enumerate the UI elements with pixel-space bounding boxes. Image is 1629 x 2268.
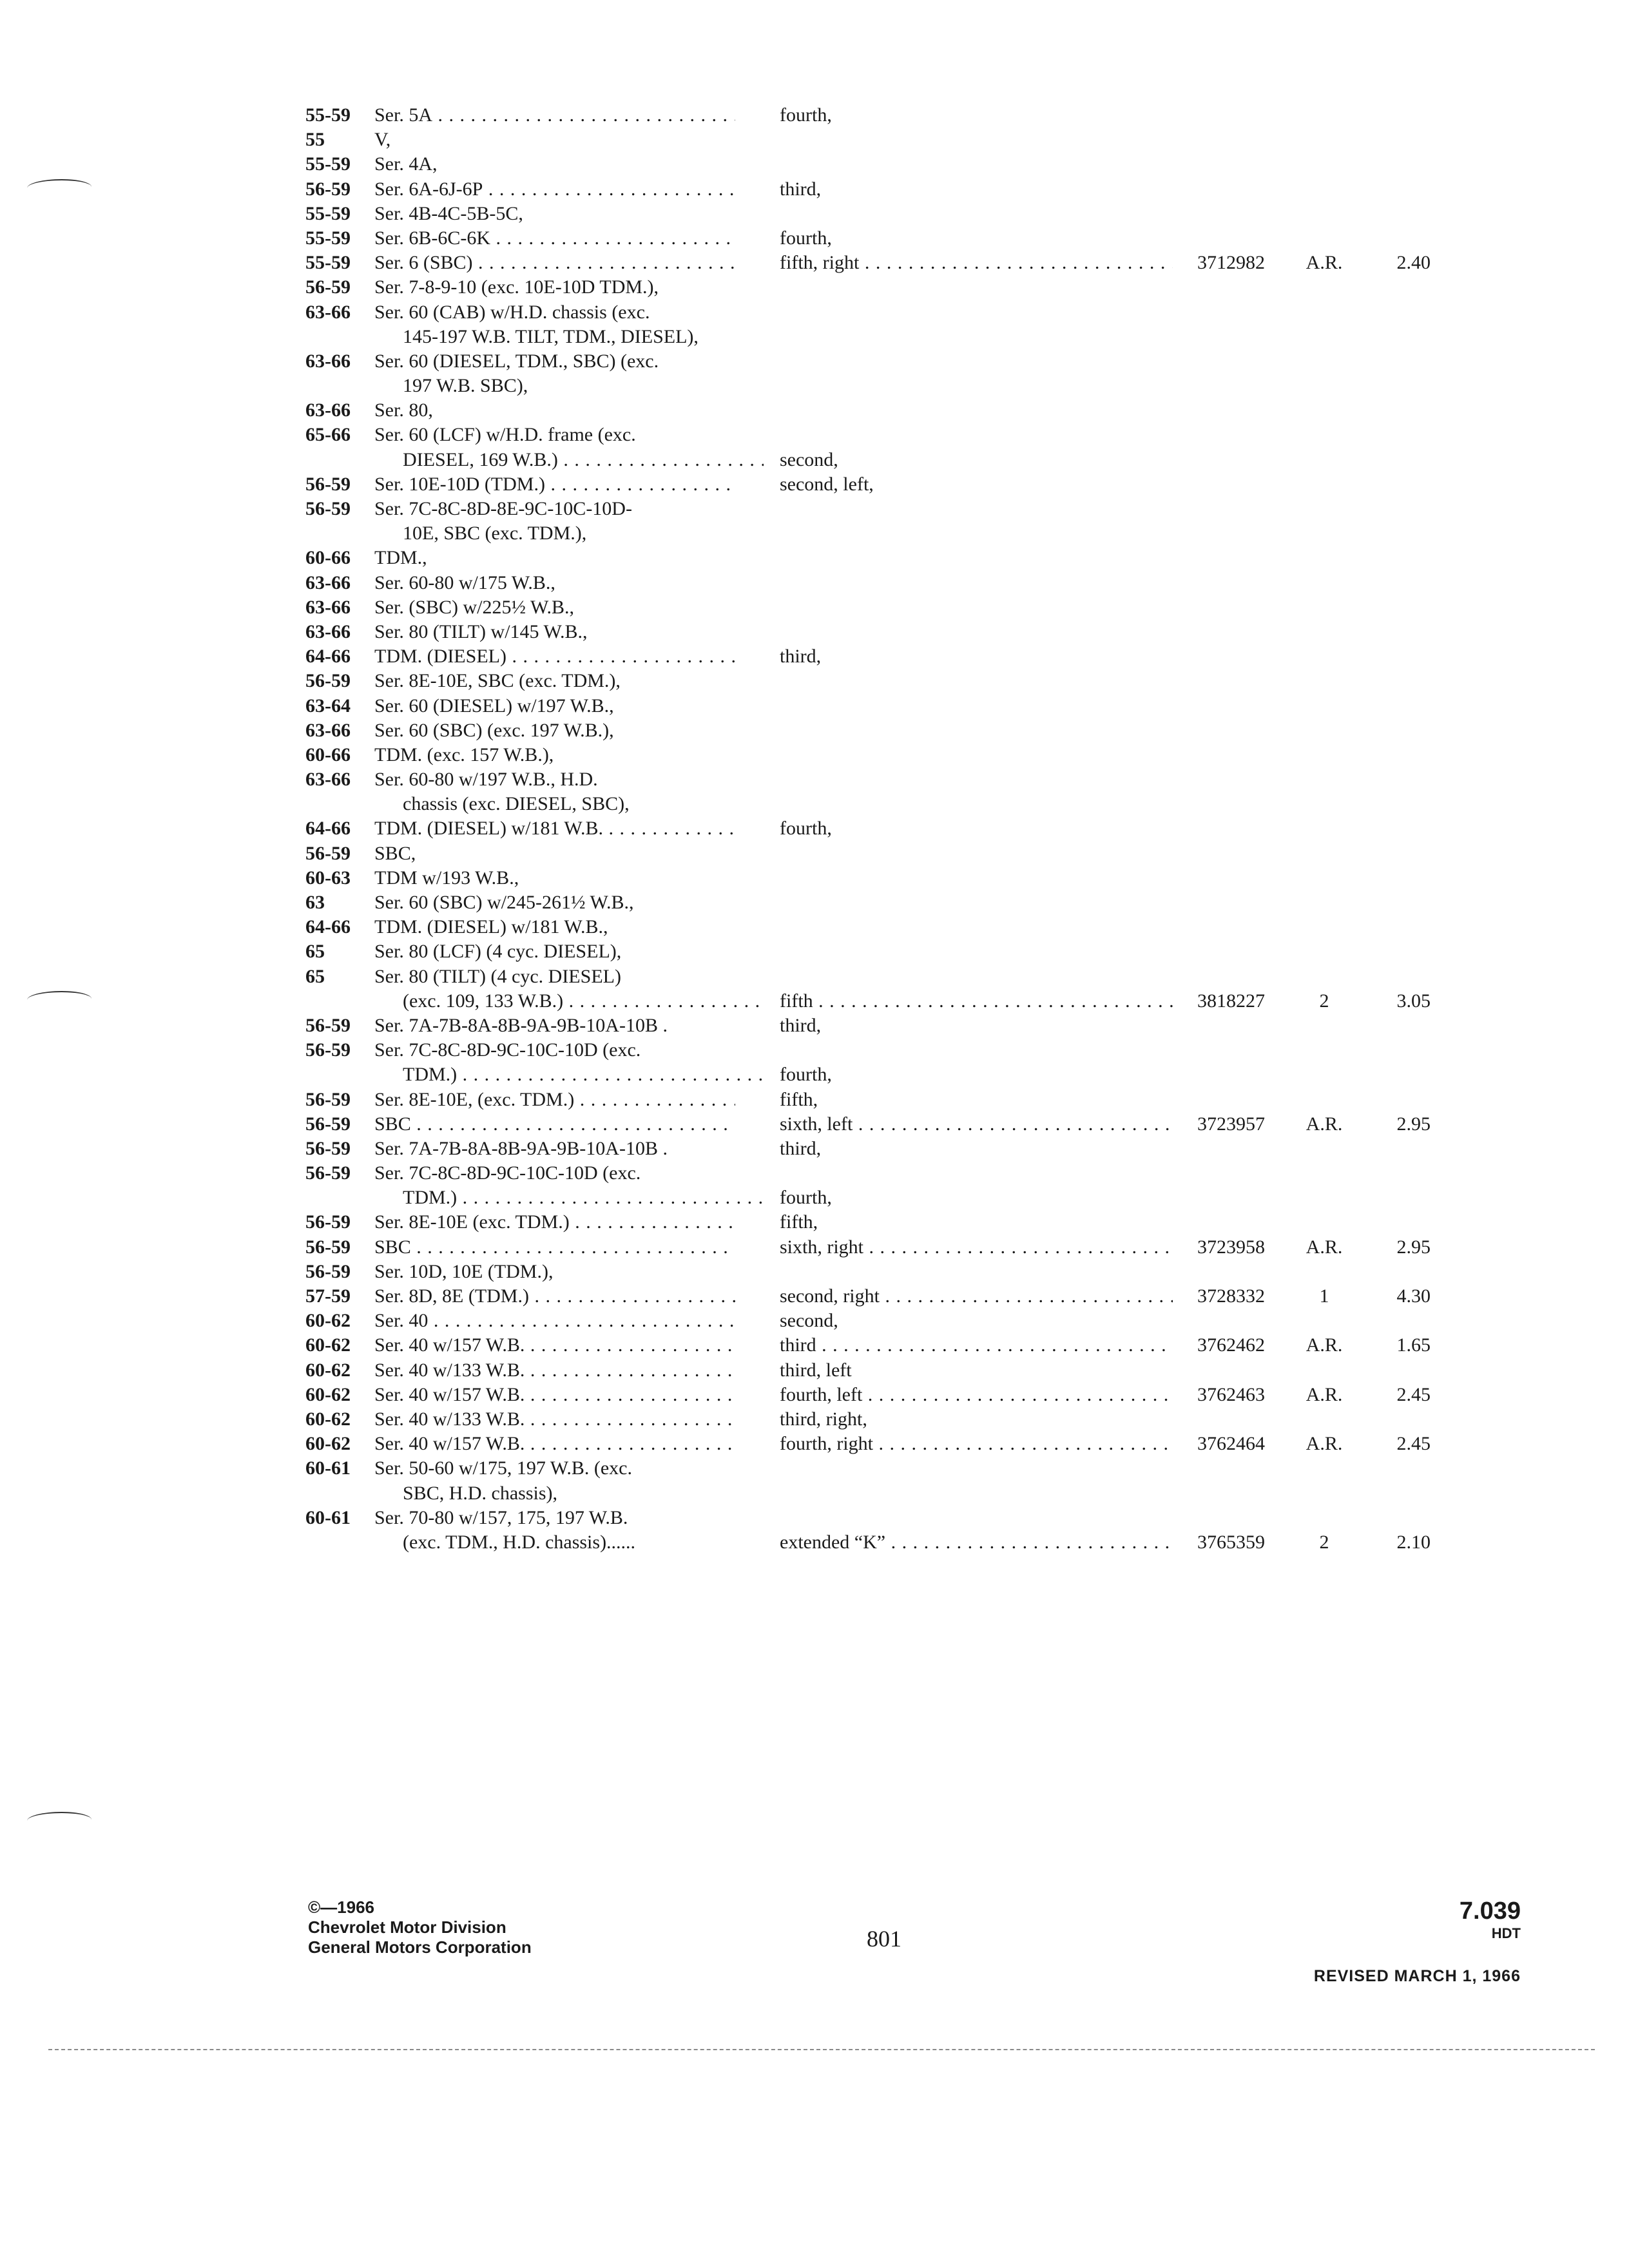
model-cell: TDM.) . . . (403, 1062, 764, 1087)
year-cell: 63-66 (305, 350, 351, 372)
year-cell: 55-59 (305, 227, 351, 249)
year-cell: 60-63 (305, 867, 351, 889)
description-cell: second, (780, 1310, 838, 1332)
model-cell: Ser. 5A . . . (374, 103, 735, 128)
model-cell: TDM w/193 W.B., (374, 867, 519, 889)
description-cell: fourth, (780, 1187, 832, 1209)
model-cell: Ser. 6A-6J-6P . . . (374, 177, 735, 202)
table-row (0, 251, 1629, 275)
description-cell: second, (780, 448, 838, 470)
quantity-cell: A.R. (1306, 252, 1343, 274)
part-number-cell: 3723958 (1197, 1236, 1265, 1258)
table-row (0, 915, 1629, 939)
quantity-cell: A.R. (1306, 1433, 1343, 1455)
year-cell: 55-59 (305, 104, 351, 126)
model-cell: Ser. 7-8-9-10 (exc. 10E-10D TDM.), (374, 276, 659, 298)
table-row (0, 1235, 1629, 1260)
year-cell: 63 (305, 892, 325, 913)
quantity-cell: A.R. (1306, 1236, 1343, 1258)
year-cell: 63-66 (305, 719, 351, 741)
year-cell: 56-59 (305, 1236, 351, 1258)
model-cell: Ser. 60-80 w/175 W.B., (374, 572, 555, 593)
table-row (0, 472, 1629, 497)
model-cell: Ser. 6B-6C-6K . . . (374, 226, 735, 251)
quantity-cell: A.R. (1306, 1383, 1343, 1405)
year-cell: 63-64 (305, 695, 351, 716)
model-cell: Ser. 8D, 8E (TDM.) . . . (374, 1284, 735, 1309)
description-cell: extended “K” . . . (780, 1530, 1173, 1555)
table-row (0, 571, 1629, 595)
year-cell: 56-59 (305, 1113, 351, 1135)
model-cell: Ser. 10D, 10E (TDM.), (374, 1260, 554, 1282)
table-row (0, 1186, 1629, 1210)
table-row (0, 1407, 1629, 1432)
year-cell: 56-59 (305, 1137, 351, 1159)
table-row (0, 448, 1629, 472)
year-cell: 60-62 (305, 1310, 351, 1332)
price-cell: 2.40 (1396, 252, 1431, 274)
table-row (0, 103, 1629, 128)
model-cell: Ser. 8E-10E (exc. TDM.) . . . (374, 1210, 735, 1235)
year-cell: 56-59 (305, 1088, 351, 1110)
table-row (0, 1358, 1629, 1383)
section-block (1460, 1898, 1521, 1943)
table-row (0, 1506, 1629, 1530)
year-cell: 65-66 (305, 424, 351, 446)
model-cell: TDM.) . . . (403, 1186, 764, 1210)
table-row (0, 965, 1629, 989)
year-cell: 65 (305, 965, 325, 987)
table-row (0, 423, 1629, 447)
description-cell: third, (780, 1014, 822, 1036)
year-cell: 60-61 (305, 1506, 351, 1528)
table-row (0, 1481, 1629, 1506)
year-cell: 55-59 (305, 252, 351, 274)
price-cell: 3.05 (1396, 990, 1431, 1012)
year-cell: 63-66 (305, 596, 351, 618)
table-row (0, 816, 1629, 841)
model-cell: Ser. 60 (CAB) w/H.D. chassis (exc. (374, 301, 650, 323)
table-row (0, 1014, 1629, 1038)
table-row (0, 226, 1629, 251)
table-row (0, 1456, 1629, 1481)
model-cell: Ser. 40 w/133 W.B. . . . (374, 1407, 735, 1432)
copyright: ©—1966 (308, 1898, 374, 1917)
model-cell: Ser. 7C-8C-8D-9C-10C-10D (exc. (374, 1162, 641, 1184)
table-row (0, 1333, 1629, 1358)
model-cell: TDM. (DIESEL) w/181 W.B. . . . (374, 816, 735, 841)
model-cell: Ser. 6 (SBC) . . . (374, 251, 735, 275)
year-cell: 60-61 (305, 1457, 351, 1479)
table-row (0, 1432, 1629, 1456)
model-cell: Ser. 80, (374, 399, 433, 421)
year-cell: 56-59 (305, 1260, 351, 1282)
parts-list (0, 103, 1629, 1555)
table-row (0, 497, 1629, 521)
model-cell: Ser. 60 (DIESEL, TDM., SBC) (exc. (374, 350, 659, 372)
model-cell: SBC, (374, 842, 416, 864)
model-cell: Ser. 7A-7B-8A-8B-9A-9B-10A-10B . (374, 1137, 668, 1159)
description-cell: fourth, (780, 227, 832, 249)
page-number: 801 (867, 1926, 901, 1952)
table-row (0, 841, 1629, 866)
part-number-cell: 3762463 (1197, 1383, 1265, 1405)
year-cell: 60-62 (305, 1334, 351, 1356)
description-cell: fourth, (780, 818, 832, 840)
table-row (0, 1260, 1629, 1284)
model-cell: Ser. 60 (LCF) w/H.D. frame (exc. (374, 424, 636, 446)
table-row (0, 939, 1629, 964)
part-number-cell: 3818227 (1197, 990, 1265, 1012)
description-cell: third, (780, 178, 822, 200)
year-cell: 56-59 (305, 178, 351, 200)
year-cell: 56-59 (305, 1211, 351, 1233)
year-cell: 60-62 (305, 1359, 351, 1381)
publisher-block (308, 1898, 532, 1957)
table-row (0, 202, 1629, 226)
model-cell: TDM., (374, 547, 427, 569)
description-cell: third, left (780, 1359, 852, 1381)
year-cell: 63-66 (305, 301, 351, 323)
table-row (0, 644, 1629, 669)
price-cell: 2.45 (1396, 1433, 1431, 1455)
year-cell: 60-66 (305, 744, 351, 765)
quantity-cell: A.R. (1306, 1334, 1343, 1356)
description-cell: sixth, right . . . (780, 1235, 1173, 1260)
quantity-cell: 1 (1319, 1285, 1329, 1307)
table-row (0, 1038, 1629, 1062)
table-row (0, 890, 1629, 915)
model-cell: Ser. 7C-8C-8D-9C-10C-10D (exc. (374, 1039, 641, 1061)
description-cell: fourth, (780, 104, 832, 126)
description-cell: third . . . (780, 1333, 1173, 1358)
table-row (0, 325, 1629, 349)
part-number-cell: 3765359 (1197, 1531, 1265, 1553)
price-cell: 4.30 (1396, 1285, 1431, 1307)
table-row (0, 718, 1629, 743)
quantity-cell: A.R. (1306, 1113, 1343, 1135)
model-cell: Ser. 80 (TILT) w/145 W.B., (374, 620, 588, 642)
table-row (0, 1210, 1629, 1235)
description-cell: sixth, left . . . (780, 1112, 1173, 1137)
part-number-cell: 3723957 (1197, 1113, 1265, 1135)
model-cell: TDM. (exc. 157 W.B.), (374, 744, 554, 765)
year-cell: 56-59 (305, 1014, 351, 1036)
year-cell: 64-66 (305, 818, 351, 840)
table-row (0, 521, 1629, 546)
model-cell: SBC . . . (374, 1112, 735, 1137)
year-cell: 60-62 (305, 1383, 351, 1405)
model-cell: Ser. 7C-8C-8D-8E-9C-10C-10D- (374, 498, 632, 519)
revision-date: REVISED MARCH 1, 1966 (1313, 1967, 1521, 1985)
quantity-cell: 2 (1319, 1531, 1329, 1553)
model-cell: Ser. 10E-10D (TDM.) . . . (374, 472, 735, 497)
year-cell: 60-62 (305, 1433, 351, 1455)
section-code: HDT (1491, 1925, 1521, 1941)
table-row (0, 669, 1629, 693)
model-cell: DIESEL, 169 W.B.) . . . (403, 448, 764, 472)
model-cell: Ser. 60 (SBC) w/245-261½ W.B., (374, 892, 634, 913)
model-cell: chassis (exc. DIESEL, SBC), (403, 793, 630, 815)
model-cell: V, (374, 129, 391, 151)
model-cell: Ser. 60-80 w/197 W.B., H.D. (374, 769, 598, 791)
year-cell: 60-66 (305, 547, 351, 569)
year-cell: 65 (305, 941, 325, 963)
table-row (0, 300, 1629, 325)
model-cell: Ser. 60 (SBC) (exc. 197 W.B.), (374, 719, 614, 741)
description-cell: fourth, (780, 1064, 832, 1086)
year-cell: 56-59 (305, 473, 351, 495)
model-cell: Ser. 4B-4C-5B-5C, (374, 202, 523, 224)
part-number-cell: 3712982 (1197, 252, 1265, 274)
model-cell: TDM. (DIESEL) . . . (374, 644, 735, 669)
year-cell: 56-59 (305, 498, 351, 519)
year-cell: 56-59 (305, 1039, 351, 1061)
model-cell: SBC, H.D. chassis), (403, 1482, 558, 1504)
year-cell: 63-66 (305, 620, 351, 642)
description-cell: second, right . . . (780, 1284, 1173, 1309)
model-cell: Ser. 4A, (374, 153, 438, 175)
table-row (0, 1112, 1629, 1137)
table-row (0, 374, 1629, 398)
description-cell: third, (780, 646, 822, 668)
table-row (0, 177, 1629, 202)
table-row (0, 767, 1629, 792)
year-cell: 64-66 (305, 916, 351, 938)
model-cell: Ser. 40 w/157 W.B. . . . (374, 1333, 735, 1358)
price-cell: 2.95 (1396, 1236, 1431, 1258)
margin-mark (27, 1812, 92, 1829)
description-cell: third, right, (780, 1408, 867, 1430)
year-cell: 56-59 (305, 276, 351, 298)
table-row (0, 743, 1629, 767)
section-number: 7.039 (1459, 1898, 1521, 1925)
scan-edge-line (48, 2049, 1595, 2050)
description-cell: fourth, left . . . (780, 1383, 1173, 1407)
part-number-cell: 3762464 (1197, 1433, 1265, 1455)
year-cell: 63-66 (305, 572, 351, 593)
table-row (0, 1284, 1629, 1309)
table-row (0, 792, 1629, 816)
table-row (0, 275, 1629, 300)
table-row (0, 989, 1629, 1014)
table-row (0, 1062, 1629, 1087)
table-row (0, 620, 1629, 644)
model-cell: Ser. 40 w/157 W.B. . . . (374, 1383, 735, 1407)
description-cell: third, (780, 1137, 822, 1159)
table-row (0, 1530, 1629, 1555)
model-cell: Ser. 40 w/133 W.B. . . . (374, 1358, 735, 1383)
price-cell: 1.65 (1396, 1334, 1431, 1356)
year-cell: 64-66 (305, 646, 351, 668)
table-row (0, 128, 1629, 152)
table-row (0, 152, 1629, 177)
model-cell: Ser. 70-80 w/157, 175, 197 W.B. (374, 1506, 628, 1528)
description-cell: fifth, (780, 1211, 818, 1233)
table-row (0, 866, 1629, 890)
price-cell: 2.10 (1396, 1531, 1431, 1553)
model-cell: 10E, SBC (exc. TDM.), (403, 523, 587, 544)
table-row (0, 546, 1629, 570)
model-cell: 145-197 W.B. TILT, TDM., DIESEL), (403, 325, 699, 347)
model-cell: Ser. 8E-10E, (exc. TDM.) . . . (374, 1088, 735, 1112)
model-cell: Ser. 60 (DIESEL) w/197 W.B., (374, 695, 614, 716)
description-cell: second, left, (780, 473, 874, 495)
quantity-cell: 2 (1319, 990, 1329, 1012)
corporation-name: General Motors Corporation (308, 1937, 532, 1957)
year-cell: 55-59 (305, 153, 351, 175)
table-row (0, 1161, 1629, 1186)
model-cell: Ser. 50-60 w/175, 197 W.B. (exc. (374, 1457, 632, 1479)
year-cell: 63-66 (305, 769, 351, 791)
model-cell: Ser. (SBC) w/225½ W.B., (374, 596, 575, 618)
table-row (0, 349, 1629, 374)
price-cell: 2.95 (1396, 1113, 1431, 1135)
table-row (0, 1088, 1629, 1112)
price-cell: 2.45 (1396, 1383, 1431, 1405)
model-cell: Ser. 8E-10E, SBC (exc. TDM.), (374, 670, 621, 692)
year-cell: 56-59 (305, 1162, 351, 1184)
table-row (0, 398, 1629, 423)
year-cell: 63-66 (305, 399, 351, 421)
model-cell: Ser. 80 (TILT) (4 cyc. DIESEL) (374, 965, 621, 987)
division-name: Chevrolet Motor Division (308, 1917, 506, 1937)
table-row (0, 1383, 1629, 1407)
model-cell: SBC . . . (374, 1235, 735, 1260)
model-cell: (exc. TDM., H.D. chassis)...... (403, 1531, 636, 1553)
part-number-cell: 3762462 (1197, 1334, 1265, 1356)
model-cell: Ser. 80 (LCF) (4 cyc. DIESEL), (374, 941, 622, 963)
model-cell: TDM. (DIESEL) w/181 W.B., (374, 916, 608, 938)
part-number-cell: 3728332 (1197, 1285, 1265, 1307)
table-row (0, 1309, 1629, 1333)
table-row (0, 595, 1629, 620)
year-cell: 56-59 (305, 842, 351, 864)
model-cell: Ser. 40 w/157 W.B. . . . (374, 1432, 735, 1456)
year-cell: 56-59 (305, 670, 351, 692)
model-cell: (exc. 109, 133 W.B.) . . . (403, 989, 764, 1014)
description-cell: fourth, right . . . (780, 1432, 1173, 1456)
model-cell: 197 W.B. SBC), (403, 375, 528, 397)
model-cell: Ser. 40 . . . (374, 1309, 735, 1333)
year-cell: 60-62 (305, 1408, 351, 1430)
table-row (0, 694, 1629, 718)
year-cell: 55 (305, 129, 325, 151)
year-cell: 55-59 (305, 202, 351, 224)
description-cell: fifth, right . . . (780, 251, 1173, 275)
description-cell: fifth . . . (780, 989, 1173, 1014)
year-cell: 57-59 (305, 1285, 351, 1307)
model-cell: Ser. 7A-7B-8A-8B-9A-9B-10A-10B . (374, 1014, 668, 1036)
description-cell: fifth, (780, 1088, 818, 1110)
table-row (0, 1137, 1629, 1161)
